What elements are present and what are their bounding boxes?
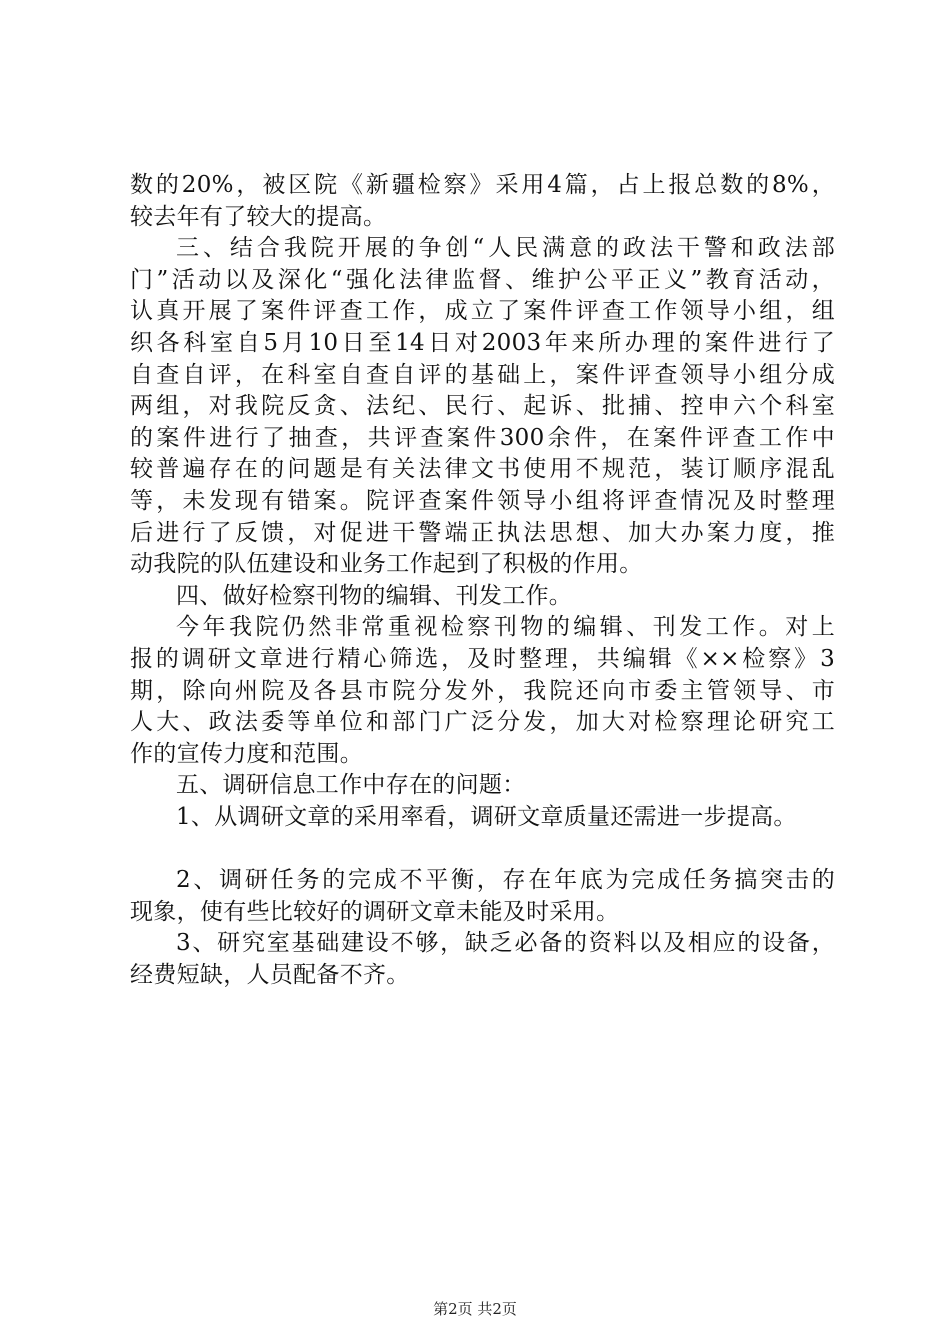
text-line: 自查自评，在科室自查自评的基础上，案件评查领导小组分成 [130,361,835,388]
text-line: 的案件进行了抽查，共评查案件300余件，在案件评查工作中 [130,424,835,451]
text-line: 报的调研文章进行精心筛选，及时整理，共编辑《××检察》3 [130,645,835,672]
text-line: 作的宣传力度和范围。 [130,740,363,767]
paragraph-gap [130,833,835,865]
text-line: 两组，对我院反贪、法纪、民行、起诉、批捕、控申六个科室 [130,393,835,420]
text-line: 动我院的队伍建设和业务工作起到了积极的作用。 [130,551,643,578]
text-line: 后进行了反馈，对促进干警端正执法思想、加大办案力度，推 [130,519,835,546]
page-footer: 第2页 共2页 [433,1300,517,1318]
text-line: 较普遍存在的问题是有关法律文书使用不规范，装订顺序混乱 [130,456,835,483]
text-line: 期，除向州院及各县市院分发外，我院还向市委主管领导、市 [130,677,835,704]
section-heading-line: 三、结合我院开展的争创“人民满意的政法干警和政法部 [176,235,835,262]
document-body [130,170,835,991]
list-item-line: 1、从调研文章的采用率看，调研文章质量还需进一步提高。 [176,803,797,830]
list-item-line: 2、调研任务的完成不平衡，存在年底为完成任务搞突击的 [176,867,835,894]
text-line: 认真开展了案件评查工作，成立了案件评查工作领导小组，组 [130,298,835,325]
text-line: 今年我院仍然非常重视检察刊物的编辑、刊发工作。对上 [176,614,835,641]
text-line: 数的20%，被区院《新疆检察》采用4篇，占上报总数的8%， [130,172,835,198]
text-line: 经费短缺，人员配备不齐。 [130,961,410,988]
text-line: 织各科室自5月10日至14日对2003年来所办理的案件进行了 [130,329,835,356]
section-heading-line: 五、调研信息工作中存在的问题： [176,772,526,799]
text-line: 较去年有了较大的提高。 [130,203,387,230]
section-heading-line: 四、做好检察刊物的编辑、刊发工作。 [176,582,573,609]
text-line: 门”活动以及深化“强化法律监督、维护公平正义”教育活动， [130,266,835,293]
text-line: 现象，使有些比较好的调研文章未能及时采用。 [130,898,620,925]
text-line: 等，未发现有错案。院评查案件领导小组将评查情况及时整理 [130,487,835,514]
text-line: 人大、政法委等单位和部门广泛分发，加大对检察理论研究工 [130,709,835,736]
list-item-line: 3、研究室基础建设不够，缺乏必备的资料以及相应的设备， [176,930,835,957]
